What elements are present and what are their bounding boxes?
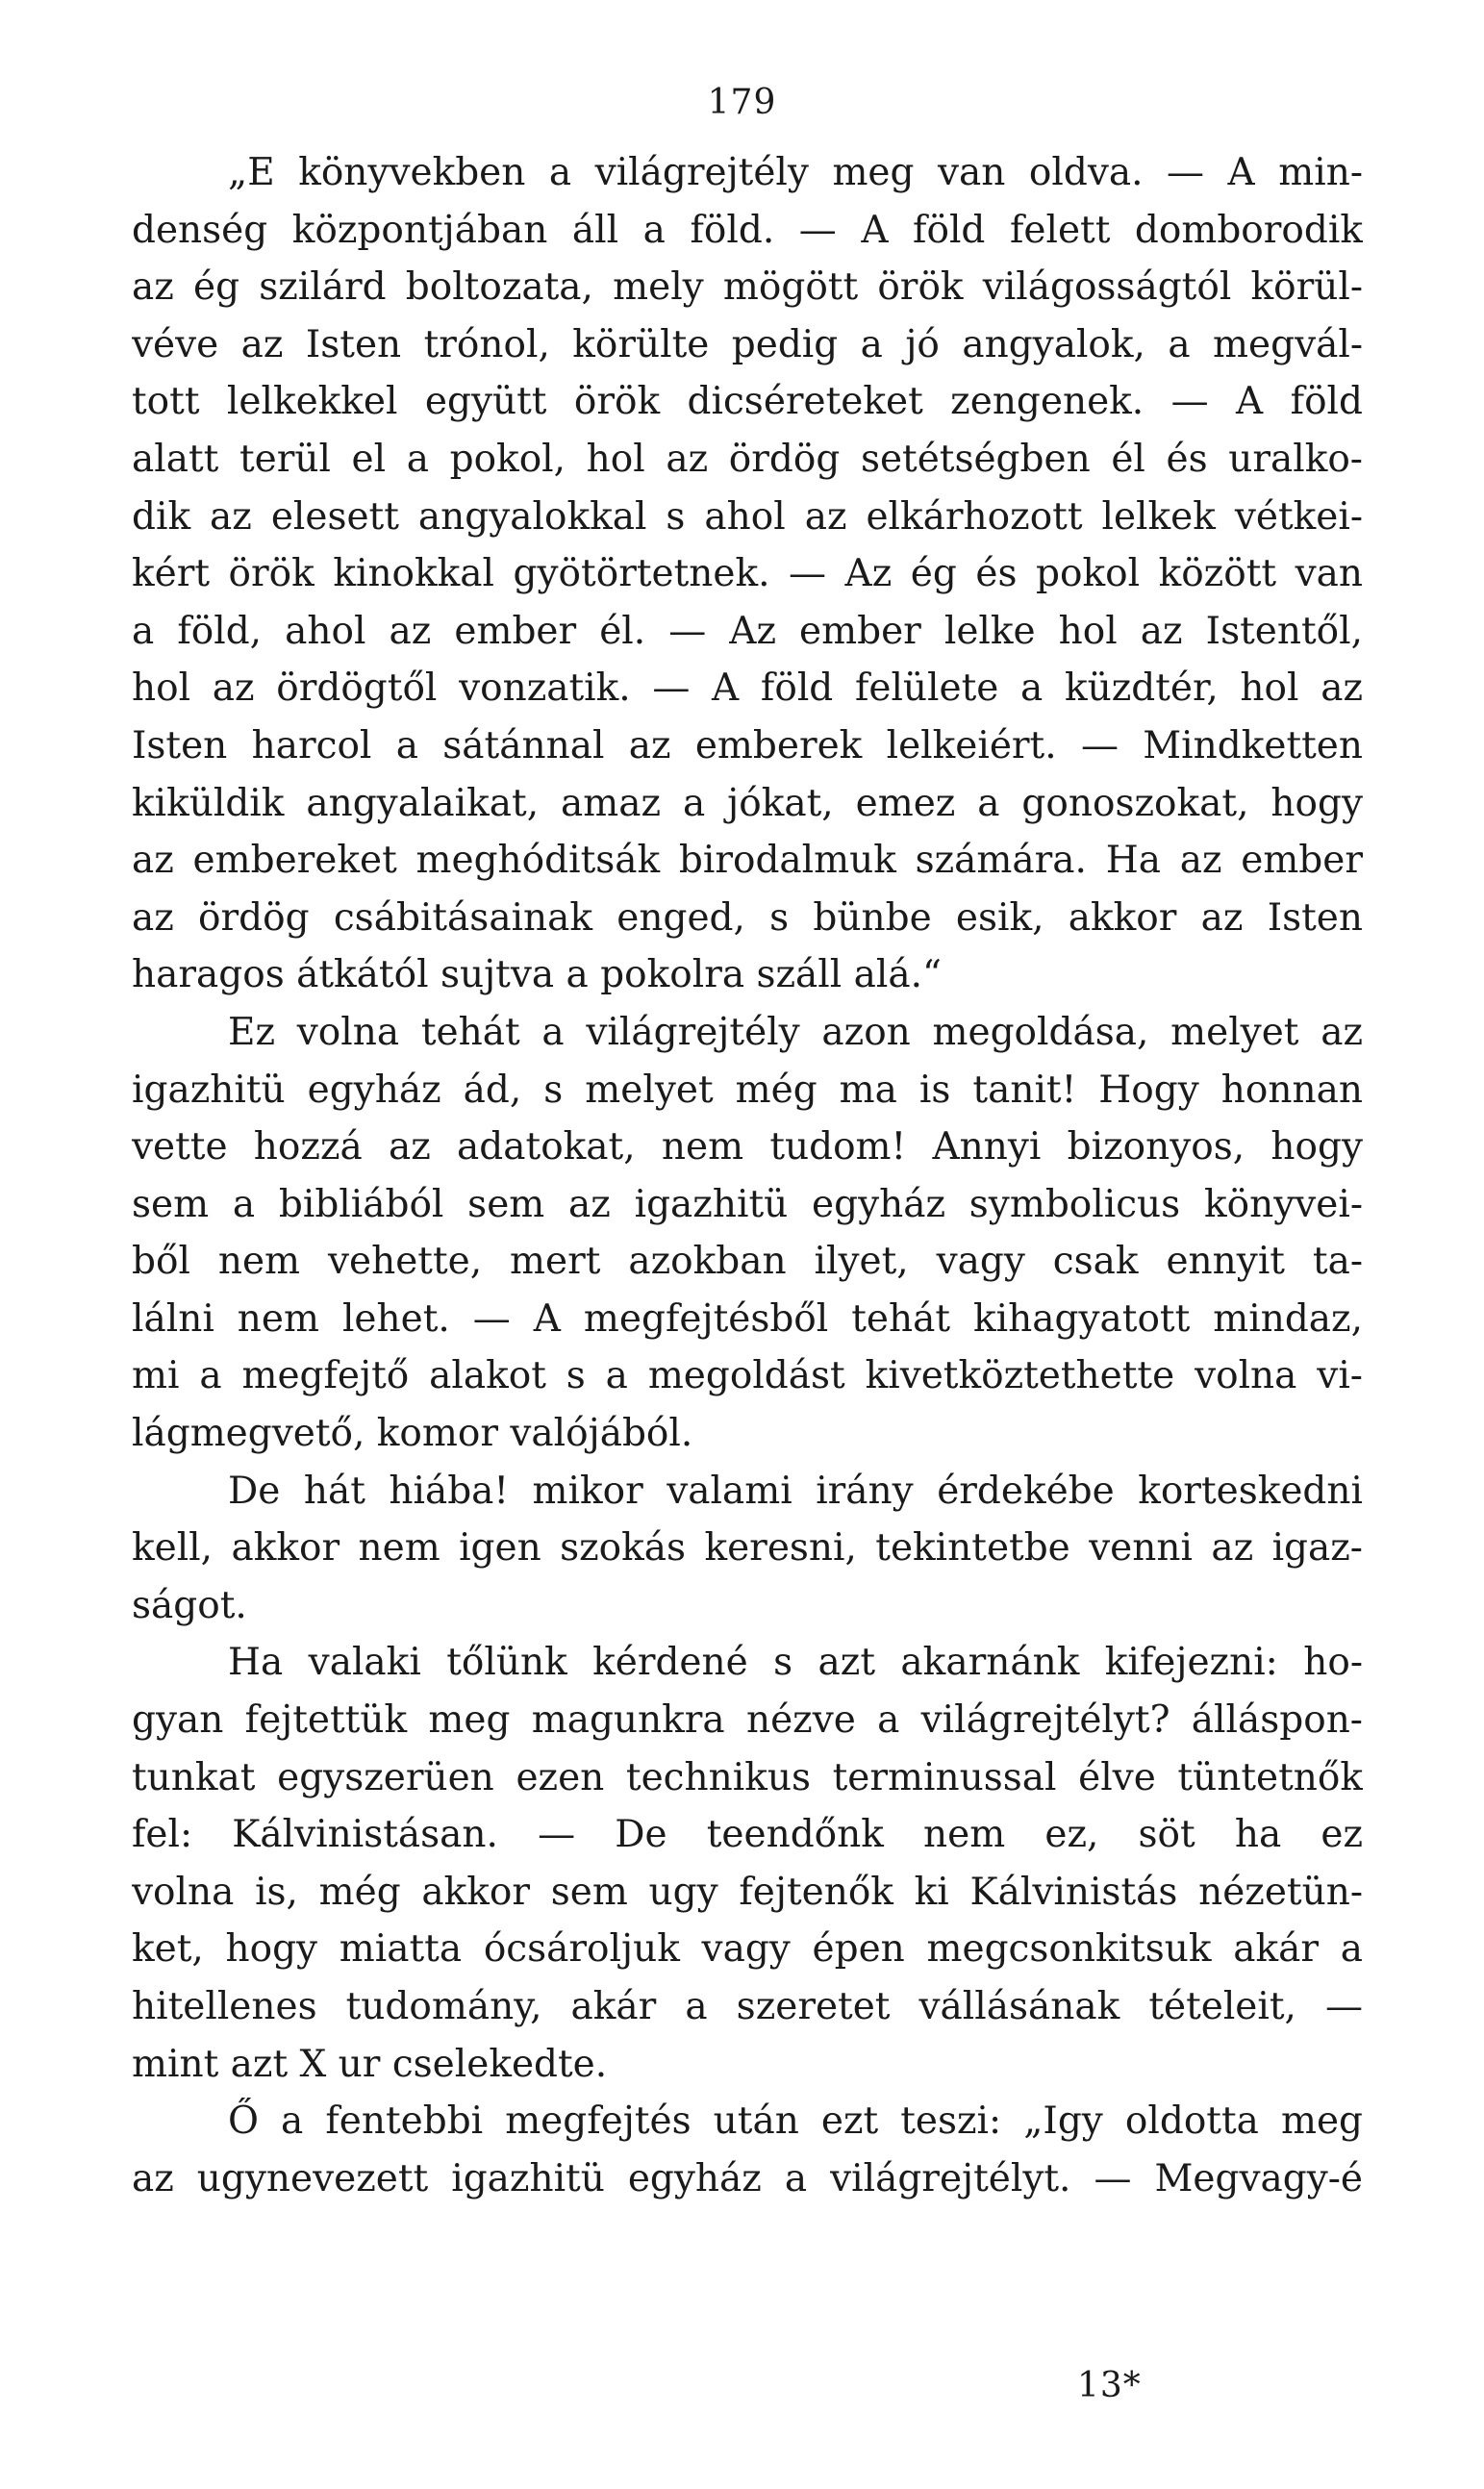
text-line: hol az ördögtől vonzatik. — A föld felülete a küzdtér, hol az — [132, 666, 1363, 711]
text-line: hitellenes tudomány, akár a szeretet vállásának tételeit, — — [132, 1985, 1363, 2028]
page-number: 179 — [707, 83, 777, 122]
text-line: az embereket meghóditsák birodalmuk számára. Ha az ember — [132, 839, 1363, 883]
text-line: kiküldik angyalaikat, amaz a jókat, emez a gonoszokat, hogy — [132, 781, 1363, 825]
text-line: lálni nem lehet. — A megfejtésből tehát kihagyatott mindaz, — [132, 1296, 1363, 1341]
text-line: sem a bibliából sem az igazhitü egyház symbolicus könyvei- — [132, 1182, 1363, 1226]
text-line: haragos átkától sujtva a pokolra száll alá.“ — [132, 953, 942, 997]
text-line: kért örök kinokkal gyötörtetnek. — Az ég és pokol között van — [132, 552, 1363, 596]
text-line: gyan fejtettük meg magunkra nézve a világrejtélyt? álláspon- — [132, 1698, 1363, 1743]
text-line: tunkat egyszerüen ezen technikus terminussal élve tüntetnők — [132, 1755, 1363, 1799]
text-line: mi a megfejtő alakot s a megoldást kivetköztethette volna vi- — [132, 1354, 1363, 1398]
text-line: dik az elesett angyalokkal s ahol az elkárhozott lelkek vétkei- — [132, 494, 1363, 539]
text-line: az ég szilárd boltozata, mely mögött örök világosságtól körül- — [132, 265, 1363, 310]
text-line: az ördög csábitásainak enged, s bünbe esik, akkor az Isten — [132, 895, 1363, 940]
body-text — [132, 144, 1363, 2207]
text-line: „E könyvekben a világrejtély meg van oldva. — A min- — [228, 151, 1363, 194]
text-line: a föld, ahol az ember él. — Az ember lelke hol az Istentől, — [132, 609, 1363, 653]
text-line: fel: Kálvinistásan. — De teendőnk nem ez, söt ha ez — [132, 1813, 1363, 1857]
text-line: Ha valaki tőlünk kérdené s azt akarnánk kifejezni: ho- — [228, 1641, 1363, 1685]
text-line: lágmegvető, komor valójából. — [132, 1412, 693, 1456]
text-line: De hát hiába! mikor valami irány érdekébe korteskedni — [228, 1469, 1363, 1513]
text-line: vette hozzá az adatokat, nem tudom! Annyi bizonyos, hogy — [132, 1125, 1363, 1169]
text-line: tott lelkekkel együtt örök dicséreteket zengenek. — A föld — [132, 380, 1363, 424]
text-line: az ugynevezett igazhitü egyház a világrejtélyt. — Megvagy-é — [132, 2156, 1363, 2200]
signature-mark: 13* — [1077, 2366, 1142, 2405]
text-line: denség központjában áll a föld. — A föld felett domborodik — [132, 208, 1363, 252]
text-line: Ő a fentebbi megfejtés után ezt teszi: „Igy oldotta meg — [228, 2099, 1363, 2144]
text-line: ket, hogy miatta ócsároljuk vagy épen megcsonkitsuk akár a — [132, 1927, 1363, 1972]
text-line: igazhitü egyház ád, s melyet még ma is tanit! Hogy honnan — [132, 1068, 1363, 1112]
text-line: ságot. — [132, 1583, 247, 1627]
text-line: alatt terül el a pokol, hol az ördög setétségben él és uralko- — [132, 437, 1363, 481]
text-line: kell, akkor nem igen szokás keresni, tekintetbe venni az igaz- — [132, 1526, 1363, 1571]
text-line: Ez volna tehát a világrejtély azon megoldása, melyet az — [228, 1010, 1363, 1054]
text-line: ből nem vehette, mert azokban ilyet, vagy csak ennyit ta- — [132, 1240, 1363, 1284]
text-line: Isten harcol a sátánnal az emberek lelkeiért. — Mindketten — [132, 723, 1363, 767]
text-line: véve az Isten trónol, körülte pedig a jó angyalok, a megvál- — [132, 322, 1363, 366]
text-line: volna is, még akkor sem ugy fejtenők ki Kálvinistás nézetün- — [132, 1870, 1363, 1914]
text-line: mint azt X ur cselekedte. — [132, 2042, 608, 2086]
